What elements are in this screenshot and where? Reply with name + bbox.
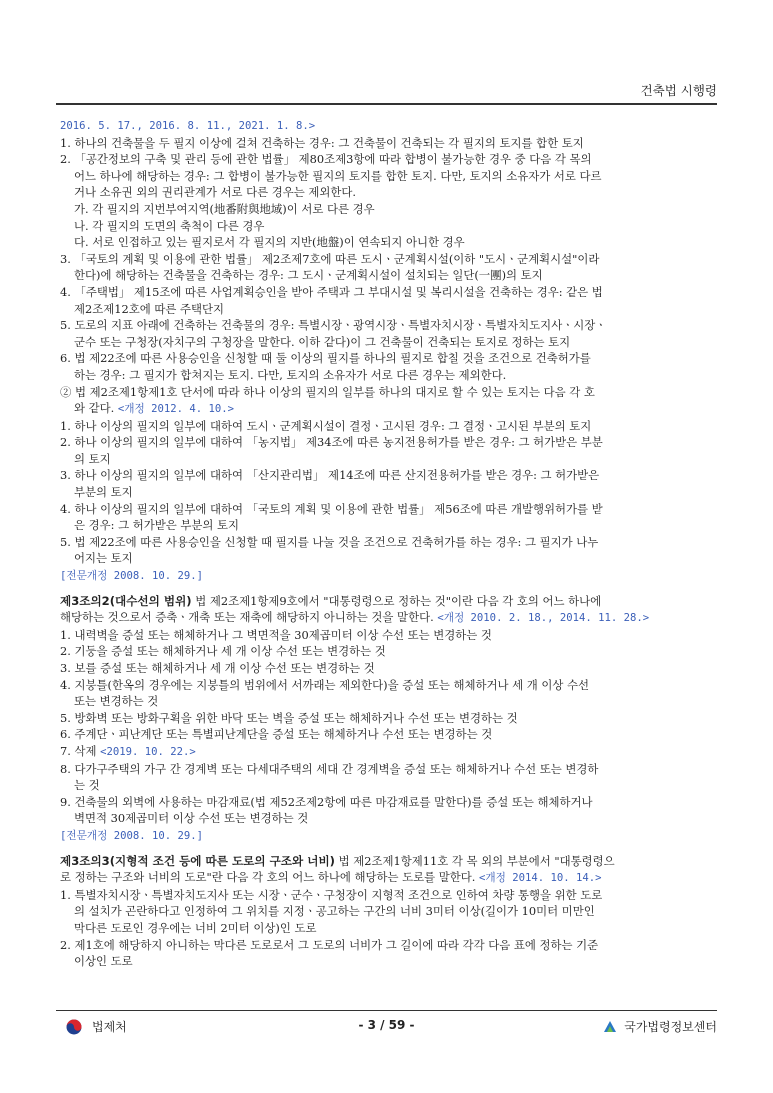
text-line bbox=[60, 643, 720, 660]
footer-right-label: 국가법령정보센터 bbox=[624, 1020, 717, 1034]
text-line bbox=[60, 451, 720, 468]
text-line bbox=[60, 384, 720, 401]
text-line bbox=[60, 567, 720, 585]
text-line bbox=[60, 593, 720, 610]
line-text: 은 경우: 그 허가받은 부분의 토지 bbox=[74, 518, 239, 533]
line-text: 4. 「주택법」 제15조에 따른 사업계획승인을 받아 주택과 그 부대시설 및 복리시설을 건축하는 경우: 같은 법 bbox=[60, 284, 603, 299]
footer-divider bbox=[56, 1010, 717, 1011]
footer-right bbox=[602, 1018, 717, 1035]
text-line bbox=[60, 151, 720, 168]
law-info-center-logo-icon bbox=[602, 1019, 618, 1035]
text-line bbox=[60, 937, 720, 954]
line-text: 또는 변경하는 것 bbox=[74, 694, 159, 709]
line-text: 1. 하나의 건축물을 두 필지 이상에 걸쳐 건축하는 경우: 그 건축물이 건축되는 각 필지의 토지를 합한 토지 bbox=[60, 135, 584, 150]
line-text: 9. 건축물의 외벽에 사용하는 마감재료(법 제52조제2항에 따른 마감재료를 말한다)를 증설 또는 해체하거나 bbox=[60, 794, 593, 809]
line-text: 하는 경우: 그 필지가 합쳐지는 토지. 다만, 토지의 소유자가 서로 다른 경우는 제외한다. bbox=[74, 367, 507, 382]
line-text: 2. 제1호에 해당하지 아니하는 막다른 도로로서 그 도로의 너비가 그 길이에 따라 각각 다음 표에 정하는 기준 bbox=[60, 937, 599, 952]
line-text: 2. 「공간정보의 구축 및 관리 등에 관한 법률」 제80조제3항에 따라 합병이 불가능한 경우 중 다음 각 목의 bbox=[60, 152, 592, 167]
line-text: 1. 내력벽을 증설 또는 해체하거나 그 벽면적을 30제곱미터 이상 수선 또는 변경하는 것 bbox=[60, 627, 492, 642]
text-line bbox=[60, 920, 720, 937]
article-3-2 bbox=[60, 593, 720, 845]
footer-left-label: 법제처 bbox=[92, 1020, 127, 1034]
line-text: ② 법 제2조제1항제1호 단서에 따라 하나 이상의 필지의 일부를 하나의 대지로 할 수 있는 토지는 다음 각 호 bbox=[60, 384, 595, 399]
text-line bbox=[60, 761, 720, 778]
document-body bbox=[60, 117, 720, 970]
line-text: 4. 하나 이상의 필지의 일부에 대하여 「국토의 계획 및 이용에 관한 법률」 제56조에 따른 개발행위허가를 받 bbox=[60, 501, 603, 516]
text-line bbox=[60, 135, 720, 152]
page-number: - 3 / 59 - bbox=[358, 1018, 415, 1032]
line-text: 다. 서로 인접하고 있는 필지로서 각 필지의 지반(地盤)이 연속되지 아니한 경우 bbox=[74, 235, 465, 250]
text-line bbox=[60, 418, 720, 435]
line-text: 막다른 도로인 경우에는 너비 2미터 이상)인 도로 bbox=[74, 920, 317, 935]
text-line bbox=[60, 777, 720, 794]
page-header bbox=[0, 0, 773, 104]
text-line bbox=[60, 517, 720, 534]
text-line bbox=[60, 869, 720, 887]
text-line bbox=[60, 201, 720, 218]
line-text: 의 토지 bbox=[74, 451, 111, 466]
text-line bbox=[60, 350, 720, 367]
text-line bbox=[60, 710, 720, 727]
text-line bbox=[60, 550, 720, 567]
header-title: 건축법 시행령 bbox=[640, 83, 717, 98]
line-text: 거나 소유권 외의 권리관계가 서로 다른 경우는 제외한다. bbox=[74, 185, 357, 200]
line-text: 4. 지붕틀(한옥의 경우에는 지붕틀의 범위에서 서까래는 제외한다)을 증설 또는 해체하거나 세 개 이상 수선 bbox=[60, 677, 589, 692]
text-line bbox=[60, 726, 720, 743]
line-text: 는 것 bbox=[74, 778, 100, 793]
amendment-note: <개정 2012. 4. 10.> bbox=[117, 403, 235, 416]
line-text: 어지는 토지 bbox=[74, 551, 133, 566]
line-text: 5. 도로의 지표 아래에 건축하는 건축물의 경우: 특별시장ㆍ광역시장ㆍ특별자치시장ㆍ특별자치도지사ㆍ시장ㆍ bbox=[60, 318, 607, 333]
line-text: 1. 하나 이상의 필지의 일부에 대하여 도시ㆍ군계획시설이 결정ㆍ고시된 경우: 그 결정ㆍ고시된 부분의 토지 bbox=[60, 418, 592, 433]
amendment-note: <개정 2010. 2. 18., 2014. 11. 28.> bbox=[437, 612, 650, 625]
text-line bbox=[60, 434, 720, 451]
line-text: 벽면적 30제곱미터 이상 수선 또는 변경하는 것 bbox=[74, 811, 309, 826]
text-line bbox=[60, 317, 720, 334]
text-line bbox=[60, 251, 720, 268]
text-line bbox=[60, 810, 720, 827]
amendment-note: 2016. 5. 17., 2016. 8. 11., 2021. 1. 8.> bbox=[60, 120, 316, 132]
text-line bbox=[60, 501, 720, 518]
text-line bbox=[60, 218, 720, 235]
text-line bbox=[60, 534, 720, 551]
line-text: 해당하는 것으로서 증축ㆍ개축 또는 재축에 해당하지 아니하는 것을 말한다. bbox=[60, 610, 434, 625]
text-line bbox=[60, 284, 720, 301]
text-line bbox=[60, 853, 720, 870]
line-text: 어느 하나에 해당하는 경우: 그 합병이 불가능한 필지의 토지를 합한 토지. 다만, 토지의 소유자가 서로 다르 bbox=[74, 168, 602, 183]
line-text: 부분의 토지 bbox=[74, 485, 133, 500]
line-text: 5. 법 제22조에 따른 사용승인을 신청할 때 필지를 나눌 것을 조건으로 건축허가를 하는 경우: 그 필지가 나누 bbox=[60, 534, 599, 549]
line-text: 가. 각 필지의 지번부여지역(地番附與地域)이 서로 다른 경우 bbox=[74, 201, 375, 216]
line-text: 8. 다가구주택의 가구 간 경계벽 또는 다세대주택의 세대 간 경계벽을 증설 또는 해체하거나 수선 또는 변경하 bbox=[60, 761, 599, 776]
line-text: 7. 삭제 bbox=[60, 743, 97, 758]
line-text: 제2조제12호에 따른 주택단지 bbox=[74, 301, 225, 316]
line-text: 의 설치가 곤란하다고 인정하여 그 위치를 지정ㆍ공고하는 구간의 너비 3미터 이상(길이가 10미터 미만인 bbox=[74, 904, 595, 919]
text-line bbox=[60, 267, 720, 284]
line-text: 나. 각 필지의 도면의 축척이 다른 경우 bbox=[74, 218, 265, 233]
text-line bbox=[60, 677, 720, 694]
text-line bbox=[60, 301, 720, 318]
text-line bbox=[60, 184, 720, 201]
revision-history-note: [전문개정 2008. 10. 29.] bbox=[60, 570, 203, 583]
line-text: 3. 「국토의 계획 및 이용에 관한 법률」 제2조제7호에 따른 도시ㆍ군계획시설(이하 "도시ㆍ군계획시설"이라 bbox=[60, 251, 600, 266]
line-text: 6. 주계단ㆍ피난계단 또는 특별피난계단을 증설 또는 해체하거나 수선 또는 변경하는 것 bbox=[60, 727, 493, 742]
revision-history-note: [전문개정 2008. 10. 29.] bbox=[60, 829, 203, 842]
article-title: 제3조의2(대수선의 범위) bbox=[60, 593, 192, 608]
text-line bbox=[60, 903, 720, 920]
line-text: 로 정하는 구조와 너비의 도로"란 다음 각 호의 어느 하나에 해당하는 도로를 말한다. bbox=[60, 870, 476, 885]
line-text: 6. 법 제22조에 따른 사용승인을 신청할 때 둘 이상의 필지를 하나의 필지로 합칠 것을 조건으로 건축허가를 bbox=[60, 351, 591, 366]
article-title: 제3조의3(지형적 조건 등에 따른 도로의 구조와 너비) bbox=[60, 853, 335, 868]
text-line bbox=[60, 234, 720, 251]
text-line bbox=[60, 827, 720, 845]
article-3-section bbox=[60, 117, 720, 585]
line-text: 한다)에 해당하는 건축물을 건축하는 경우: 그 도시ㆍ군계획시설이 설치되는 일단(一團)의 토지 bbox=[74, 268, 543, 283]
line-text: 3. 보를 증설 또는 해체하거나 세 개 이상 수선 또는 변경하는 것 bbox=[60, 661, 375, 675]
amendment-note: <개정 2014. 10. 14.> bbox=[479, 872, 602, 885]
line-text: 1. 특별자치시장ㆍ특별자치도지사 또는 시장ㆍ군수ㆍ구청장이 지형적 조건으로 인하여 차량 통행을 위한 도로 bbox=[60, 887, 603, 902]
text-line bbox=[60, 887, 720, 904]
text-line bbox=[60, 660, 720, 677]
line-text: 2. 하나 이상의 필지의 일부에 대하여 「농지법」 제34조에 따른 농지전용허가를 받은 경우: 그 허가받은 부분 bbox=[60, 435, 603, 450]
text-line bbox=[60, 693, 720, 710]
amendment-note: <2019. 10. 22.> bbox=[100, 745, 196, 758]
line-text: 이상인 도로 bbox=[74, 954, 133, 969]
text-line bbox=[60, 484, 720, 501]
text-line bbox=[60, 794, 720, 811]
text-line bbox=[60, 609, 720, 627]
page-footer bbox=[56, 1016, 717, 1040]
header-divider bbox=[56, 103, 717, 105]
text-line bbox=[60, 467, 720, 484]
text-line bbox=[60, 627, 720, 644]
line-text: 법 제2조제1항제11호 각 목 외의 부분에서 "대통령령으 bbox=[334, 853, 615, 868]
article-3-3 bbox=[60, 853, 720, 970]
text-line bbox=[60, 168, 720, 185]
text-line bbox=[60, 367, 720, 384]
line-text: 군수 또는 구청장(자치구의 구청장을 말한다. 이하 같다)이 그 건축물이 건축되는 토지로 정하는 토지 bbox=[74, 334, 571, 349]
text-line bbox=[60, 334, 720, 351]
line-text: 5. 방화벽 또는 방화구획을 위한 바닥 또는 벽을 증설 또는 해체하거나 수선 또는 변경하는 것 bbox=[60, 710, 518, 725]
text-line bbox=[60, 953, 720, 970]
text-line bbox=[60, 400, 720, 418]
text-line bbox=[60, 743, 720, 761]
text-line bbox=[60, 117, 720, 135]
line-text: 2. 기둥을 증설 또는 해체하거나 세 개 이상 수선 또는 변경하는 것 bbox=[60, 644, 386, 659]
line-text: 와 같다. bbox=[74, 401, 115, 416]
line-text: 3. 하나 이상의 필지의 일부에 대하여 「산지관리법」 제14조에 따른 산지전용허가를 받은 경우: 그 허가받은 bbox=[60, 468, 600, 483]
line-text: 법 제2조제1항제9호에서 "대통령령으로 정하는 것"이란 다음 각 호의 어느 하나에 bbox=[191, 593, 602, 608]
